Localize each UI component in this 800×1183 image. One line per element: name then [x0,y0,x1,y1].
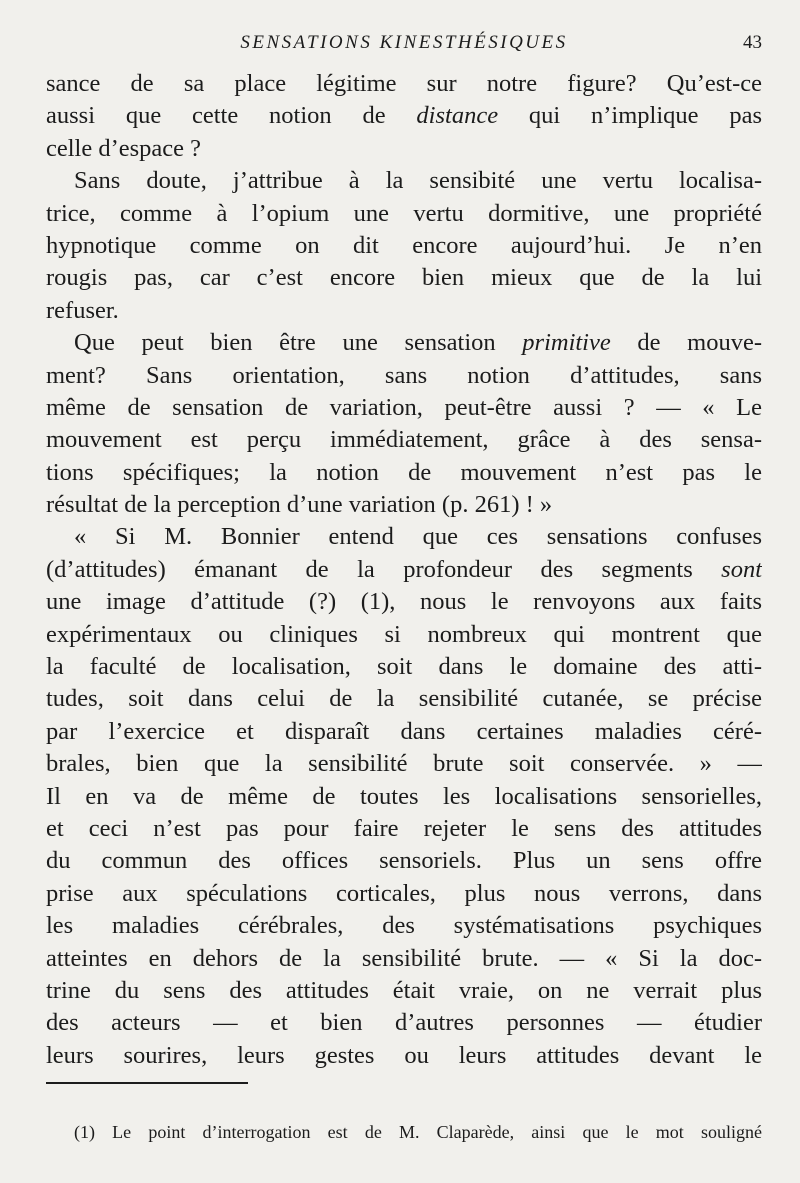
text-segment: tions spécifiques; la notion de mouvement n’est pas le [46,458,762,486]
text-segment: résultat de la perception d’une variation (p. 261) ! » [46,491,553,519]
text-segment: brales, bien que la sensibilité brute soit conservée. » — [46,750,762,778]
italic-emphasis: sont [721,555,762,583]
text-segment: qui n’implique pas [498,102,762,130]
text-line [46,198,762,230]
text-line [46,845,762,877]
text-line [46,975,762,1007]
text-segment: une image d’attitude (?) (1), nous le renvoyons aux faits [46,588,762,616]
text-segment: Sans doute, j’attribue à la sensibité une vertu localisa- [74,167,762,195]
text-line [46,262,762,294]
body-text [46,68,762,1072]
text-segment: mouvement est perçu immédiatement, grâce à des sensa- [46,426,762,454]
text-line [46,813,762,845]
text-segment: aussi que cette notion de [46,102,417,130]
text-segment: Il en va de même de toutes les localisations sensorielles, [46,782,762,810]
text-segment: leurs sourires, leurs gestes ou leurs attitudes devant le [46,1041,762,1069]
text-segment: tudes, soit dans celui de la sensibilité cutanée, se précise [46,685,762,713]
text-line [46,165,762,197]
text-line [46,1040,762,1072]
page-number: 43 [743,32,762,53]
footnote: (1) Le point d’interrogation est de M. Claparède, ainsi que le mot souligné [74,1122,762,1142]
text-line [46,230,762,262]
text-segment: sance de sa place légitime sur notre figure? Qu’est-ce [46,70,762,97]
text-line [46,554,762,586]
text-line [46,651,762,683]
text-segment: atteintes en dehors de la sensibilité brute. — « Si la doc- [46,944,762,972]
text-segment: ment? Sans orientation, sans notion d’attitudes, sans [46,361,762,389]
text-segment: « Si M. Bonnier entend que ces sensations confuses [74,523,762,551]
italic-emphasis: primitive [522,329,611,357]
text-line [46,327,762,359]
footnote-rule [46,1082,248,1084]
text-line [46,683,762,715]
text-segment: rougis pas, car c’est encore bien mieux que de la lui [46,264,762,292]
italic-emphasis: distance [416,102,499,130]
text-line [46,133,762,165]
text-line [46,457,762,489]
text-segment: les maladies cérébrales, des systématisations psychiques [46,912,762,940]
text-segment: par l’exercice et disparaît dans certaines maladies céré- [46,717,762,745]
text-segment: expérimentaux ou cliniques si nombreux qui montrent que [46,620,762,648]
text-line [46,748,762,780]
text-segment: trine du sens des attitudes était vraie, on ne verrait plus [46,976,762,1004]
text-segment: trice, comme à l’opium une vertu dormitive, une propriété [46,199,762,227]
text-line [46,781,762,813]
text-segment: refuser. [46,296,119,324]
text-line [46,392,762,424]
text-segment: hypnotique comme on dit encore aujourd’hui. Je n’en [46,231,762,259]
text-line [46,424,762,456]
text-segment: du commun des offices sensoriels. Plus un sens offre [46,847,762,875]
running-title: SENSATIONS KINESTHÉSIQUES [240,32,568,53]
text-segment: Que peut bien être une sensation [74,329,523,357]
text-line [46,619,762,651]
text-line [46,521,762,553]
text-line [46,100,762,132]
text-segment: des acteurs — et bien d’autres personnes — étudier [46,1009,762,1037]
running-head [46,32,762,58]
text-line [46,295,762,327]
text-line [46,68,762,100]
text-line [46,878,762,910]
text-line [46,716,762,748]
text-segment: prise aux spéculations corticales, plus nous verrons, dans [46,879,762,907]
text-segment: celle d’espace ? [46,134,202,162]
text-segment: la faculté de localisation, soit dans le domaine des atti- [46,653,762,681]
text-line [46,910,762,942]
text-segment: même de sensation de variation, peut-être aussi ? — « Le [46,393,762,421]
text-segment: de mouve- [610,329,762,357]
text-line [46,489,762,521]
text-line [46,586,762,618]
text-line [46,1007,762,1039]
text-segment: (d’attitudes) émanant de la profondeur des segments [46,555,722,583]
text-segment: et ceci n’est pas pour faire rejeter le sens des attitudes [46,814,762,842]
text-line [46,360,762,392]
text-line [46,943,762,975]
